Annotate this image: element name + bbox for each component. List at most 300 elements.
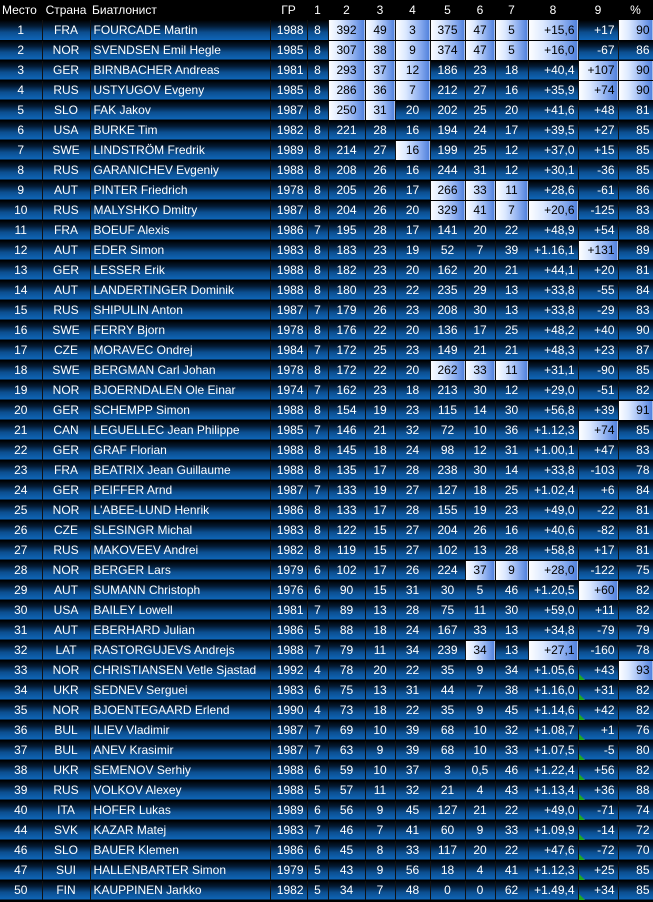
table-row[interactable] [0, 120, 653, 140]
table-row[interactable] [0, 380, 653, 400]
cell-col-2: 154 [328, 400, 365, 420]
table-row[interactable] [0, 240, 653, 260]
cell-percent: 82 [618, 600, 653, 620]
cell-percent: 76 [618, 720, 653, 740]
header-col-3[interactable]: 3 [365, 0, 395, 20]
cell-col-3: 20 [365, 660, 395, 680]
cell-col-2: 214 [328, 140, 365, 160]
cell-country: NOR [42, 380, 90, 400]
cell-col-4: 27 [395, 480, 430, 500]
table-row[interactable] [0, 340, 653, 360]
table-row[interactable] [0, 320, 653, 340]
cell-percent: 81 [618, 540, 653, 560]
cell-col-6: 9 [465, 660, 495, 680]
cell-col-3: 9 [365, 740, 395, 760]
cell-birth-year: 1985 [270, 80, 307, 100]
table-row[interactable] [0, 540, 653, 560]
cell-place: 25 [0, 500, 42, 520]
table-row[interactable] [0, 580, 653, 600]
header-percent[interactable]: % [618, 0, 653, 20]
table-row[interactable] [0, 860, 653, 880]
cell-col-5: 3 [430, 760, 465, 780]
cell-col-5: 213 [430, 380, 465, 400]
cell-col-6: 20 [465, 840, 495, 860]
header-birth-year[interactable]: ГР [270, 0, 307, 20]
cell-col-9: -36 [578, 160, 618, 180]
table-row[interactable] [0, 300, 653, 320]
cell-col-5: 35 [430, 660, 465, 680]
cell-col-6: 30 [465, 380, 495, 400]
cell-athlete: FERRY Bjorn [90, 320, 270, 340]
cell-col-1: 5 [307, 860, 328, 880]
cell-col-7: 11 [495, 180, 528, 200]
cell-col-6: 12 [465, 440, 495, 460]
cell-col-5: 224 [430, 560, 465, 580]
cell-place: 5 [0, 100, 42, 120]
cell-place: 17 [0, 340, 42, 360]
cell-athlete: BIRNBACHER Andreas [90, 60, 270, 80]
cell-col-7: 25 [495, 480, 528, 500]
header-col-2[interactable]: 2 [328, 0, 365, 20]
cell-col-2: 122 [328, 520, 365, 540]
cell-col-7: 21 [495, 340, 528, 360]
cell-col-4: 41 [395, 820, 430, 840]
table-row[interactable] [0, 520, 653, 540]
cell-col-8: +33,8 [528, 300, 578, 320]
cell-athlete: BERGMAN Carl Johan [90, 360, 270, 380]
table-row[interactable] [0, 640, 653, 660]
table-row[interactable] [0, 620, 653, 640]
table-row[interactable] [0, 680, 653, 700]
cell-col-2: 133 [328, 500, 365, 520]
cell-col-4: 17 [395, 220, 430, 240]
cell-place: 30 [0, 600, 42, 620]
cell-country: SVK [42, 820, 90, 840]
cell-birth-year: 1978 [270, 320, 307, 340]
cell-col-4: 37 [395, 760, 430, 780]
cell-col-7: 46 [495, 580, 528, 600]
cell-col-8: +31,1 [528, 360, 578, 380]
cell-col-8: +56,8 [528, 400, 578, 420]
header-athlete[interactable]: Биатлонист [90, 0, 270, 20]
table-row[interactable] [0, 80, 653, 100]
header-col-9[interactable]: 9 [578, 0, 618, 20]
cell-col-8: +1.20,5 [528, 580, 578, 600]
table-row[interactable] [0, 60, 653, 80]
table-row[interactable] [0, 100, 653, 120]
cell-place: 35 [0, 700, 42, 720]
table-row[interactable] [0, 260, 653, 280]
cell-percent: 85 [618, 120, 653, 140]
cell-birth-year: 1984 [270, 340, 307, 360]
cell-percent: 85 [618, 360, 653, 380]
cell-col-2: 102 [328, 560, 365, 580]
cell-place: 29 [0, 580, 42, 600]
cell-col-7: 34 [495, 660, 528, 680]
cell-col-5: 115 [430, 400, 465, 420]
cell-place: 23 [0, 460, 42, 480]
cell-col-1: 8 [307, 440, 328, 460]
cell-col-5: 155 [430, 500, 465, 520]
cell-country: SUI [42, 860, 90, 880]
cell-place: 36 [0, 720, 42, 740]
cell-col-2: 146 [328, 420, 365, 440]
cell-col-6: 26 [465, 520, 495, 540]
cell-birth-year: 1988 [270, 640, 307, 660]
table-row[interactable] [0, 160, 653, 180]
cell-place: 3 [0, 60, 42, 80]
cell-athlete: FAK Jakov [90, 100, 270, 120]
cell-col-6: 20 [465, 260, 495, 280]
cell-col-3: 23 [365, 260, 395, 280]
cell-col-6: 23 [465, 60, 495, 80]
cell-col-1: 7 [307, 340, 328, 360]
cell-col-8: +35,9 [528, 80, 578, 100]
cell-col-9: +25 [578, 860, 618, 880]
cell-col-6: 31 [465, 160, 495, 180]
cell-col-6: 9 [465, 820, 495, 840]
cell-col-5: 102 [430, 540, 465, 560]
cell-col-1: 6 [307, 560, 328, 580]
cell-col-9: -90 [578, 360, 618, 380]
cell-athlete: SVENDSEN Emil Hegle [90, 40, 270, 60]
cell-col-2: 59 [328, 760, 365, 780]
cell-country: ITA [42, 800, 90, 820]
cell-athlete: EBERHARD Julian [90, 620, 270, 640]
cell-col-4: 28 [395, 600, 430, 620]
cell-col-2: 79 [328, 640, 365, 660]
cell-col-9: +17 [578, 20, 618, 40]
table-row[interactable] [0, 880, 653, 900]
cell-col-1: 8 [307, 280, 328, 300]
cell-col-3: 37 [365, 60, 395, 80]
cell-col-1: 7 [307, 220, 328, 240]
cell-place: 16 [0, 320, 42, 340]
cell-athlete: SUMANN Christoph [90, 580, 270, 600]
cell-col-8: +1.13,4 [528, 780, 578, 800]
cell-birth-year: 1988 [270, 20, 307, 40]
cell-col-5: 136 [430, 320, 465, 340]
cell-col-4: 20 [395, 200, 430, 220]
table-row[interactable] [0, 740, 653, 760]
cell-col-7: 33 [495, 740, 528, 760]
cell-col-6: 19 [465, 500, 495, 520]
cell-col-3: 23 [365, 280, 395, 300]
cell-percent: 85 [618, 160, 653, 180]
cell-col-4: 48 [395, 880, 430, 900]
cell-col-4: 32 [395, 780, 430, 800]
cell-athlete: GRAF Florian [90, 440, 270, 460]
cell-col-3: 28 [365, 120, 395, 140]
table-row[interactable] [0, 500, 653, 520]
cell-athlete: BJOERNDALEN Ole Einar [90, 380, 270, 400]
header-col-7[interactable]: 7 [495, 0, 528, 20]
cell-athlete: LANDERTINGER Dominik [90, 280, 270, 300]
cell-country: USA [42, 120, 90, 140]
cell-col-1: 8 [307, 460, 328, 480]
table-row[interactable] [0, 200, 653, 220]
table-row[interactable] [0, 660, 653, 680]
cell-col-1: 8 [307, 60, 328, 80]
cell-col-6: 10 [465, 720, 495, 740]
cell-col-4: 32 [395, 420, 430, 440]
cell-col-8: +48,3 [528, 340, 578, 360]
cell-col-3: 19 [365, 400, 395, 420]
cell-col-6: 30 [465, 300, 495, 320]
cell-col-9: +74 [578, 420, 618, 440]
cell-col-6: 47 [465, 40, 495, 60]
cell-col-1: 8 [307, 40, 328, 60]
cell-col-1: 8 [307, 20, 328, 40]
table-row[interactable] [0, 780, 653, 800]
table-row[interactable] [0, 460, 653, 480]
cell-col-7: 16 [495, 520, 528, 540]
cell-col-1: 7 [307, 300, 328, 320]
cell-col-4: 22 [395, 660, 430, 680]
cell-athlete: HALLENBARTER Simon [90, 860, 270, 880]
cell-col-1: 7 [307, 720, 328, 740]
cell-athlete: HOFER Lukas [90, 800, 270, 820]
cell-col-9: +6 [578, 480, 618, 500]
cell-col-8: +39,5 [528, 120, 578, 140]
cell-col-9: +40 [578, 320, 618, 340]
cell-country: SWE [42, 140, 90, 160]
cell-col-9: -14 [578, 820, 618, 840]
cell-col-9: +20 [578, 260, 618, 280]
cell-col-2: 162 [328, 380, 365, 400]
cell-col-4: 24 [395, 620, 430, 640]
cell-col-9: -79 [578, 620, 618, 640]
cell-col-5: 244 [430, 160, 465, 180]
table-row[interactable] [0, 220, 653, 240]
cell-col-8: +1.02,4 [528, 480, 578, 500]
cell-col-3: 22 [365, 320, 395, 340]
cell-col-2: 89 [328, 600, 365, 620]
header-place[interactable]: Место [0, 0, 42, 20]
cell-place: 8 [0, 160, 42, 180]
cell-athlete: PINTER Friedrich [90, 180, 270, 200]
cell-athlete: BERGER Lars [90, 560, 270, 580]
cell-birth-year: 1988 [270, 440, 307, 460]
cell-col-8: +44,1 [528, 260, 578, 280]
cell-col-6: 30 [465, 460, 495, 480]
cell-birth-year: 1983 [270, 240, 307, 260]
cell-birth-year: 1983 [270, 520, 307, 540]
cell-country: RUS [42, 80, 90, 100]
cell-country: NOR [42, 660, 90, 680]
cell-col-1: 6 [307, 680, 328, 700]
table-row[interactable] [0, 140, 653, 160]
table-row[interactable] [0, 800, 653, 820]
header-col-4[interactable]: 4 [395, 0, 430, 20]
cell-col-7: 62 [495, 880, 528, 900]
cell-country: AUT [42, 180, 90, 200]
cell-birth-year: 1982 [270, 540, 307, 560]
table-row[interactable] [0, 760, 653, 780]
table-row[interactable] [0, 20, 653, 40]
cell-col-3: 28 [365, 220, 395, 240]
cell-col-6: 21 [465, 800, 495, 820]
cell-place: 46 [0, 840, 42, 860]
cell-col-8: +27,1 [528, 640, 578, 660]
table-row[interactable] [0, 720, 653, 740]
table-row[interactable] [0, 820, 653, 840]
cell-percent: 78 [618, 460, 653, 480]
cell-col-9: +11 [578, 600, 618, 620]
cell-place: 37 [0, 740, 42, 760]
cell-col-3: 19 [365, 480, 395, 500]
cell-col-3: 23 [365, 240, 395, 260]
table-row[interactable] [0, 440, 653, 460]
cell-athlete: SLESINGR Michal [90, 520, 270, 540]
cell-col-4: 31 [395, 580, 430, 600]
cell-col-6: 10 [465, 420, 495, 440]
cell-col-4: 31 [395, 680, 430, 700]
table-row[interactable] [0, 40, 653, 60]
cell-col-4: 12 [395, 60, 430, 80]
cell-col-1: 7 [307, 740, 328, 760]
cell-col-4: 20 [395, 320, 430, 340]
cell-percent: 72 [618, 820, 653, 840]
cell-birth-year: 1988 [270, 460, 307, 480]
cell-col-7: 13 [495, 640, 528, 660]
cell-col-7: 13 [495, 280, 528, 300]
cell-col-5: 186 [430, 60, 465, 80]
table-row[interactable] [0, 360, 653, 380]
cell-col-1: 8 [307, 540, 328, 560]
cell-country: SLO [42, 100, 90, 120]
table-row[interactable] [0, 700, 653, 720]
cell-percent: 74 [618, 800, 653, 820]
cell-col-9: -67 [578, 40, 618, 60]
cell-col-5: 68 [430, 740, 465, 760]
cell-col-7: 13 [495, 300, 528, 320]
cell-col-7: 31 [495, 440, 528, 460]
cell-col-5: 52 [430, 240, 465, 260]
cell-col-4: 16 [395, 120, 430, 140]
cell-col-5: 266 [430, 180, 465, 200]
cell-country: GER [42, 60, 90, 80]
table-row[interactable] [0, 280, 653, 300]
cell-col-3: 18 [365, 620, 395, 640]
cell-birth-year: 1978 [270, 360, 307, 380]
cell-col-1: 6 [307, 580, 328, 600]
header-country[interactable]: Страна [42, 0, 90, 20]
cell-percent: 86 [618, 40, 653, 60]
cell-country: FIN [42, 880, 90, 900]
cell-col-5: 374 [430, 40, 465, 60]
cell-col-7: 5 [495, 40, 528, 60]
cell-place: 18 [0, 360, 42, 380]
cell-col-5: 235 [430, 280, 465, 300]
cell-percent: 88 [618, 780, 653, 800]
cell-birth-year: 1982 [270, 880, 307, 900]
cell-col-1: 5 [307, 880, 328, 900]
table-row[interactable] [0, 420, 653, 440]
cell-col-7: 22 [495, 220, 528, 240]
cell-col-6: 25 [465, 140, 495, 160]
cell-col-5: 167 [430, 620, 465, 640]
cell-col-2: 392 [328, 20, 365, 40]
table-row[interactable] [0, 480, 653, 500]
cell-col-7: 41 [495, 860, 528, 880]
cell-col-3: 7 [365, 820, 395, 840]
cell-place: 6 [0, 120, 42, 140]
cell-col-8: +33,8 [528, 280, 578, 300]
cell-percent: 78 [618, 640, 653, 660]
cell-place: 7 [0, 140, 42, 160]
cell-country: SWE [42, 360, 90, 380]
table-row[interactable] [0, 600, 653, 620]
cell-place: 21 [0, 420, 42, 440]
cell-country: FRA [42, 220, 90, 240]
cell-col-2: 195 [328, 220, 365, 240]
cell-col-3: 9 [365, 860, 395, 880]
header-col-8[interactable]: 8 [528, 0, 578, 20]
cell-athlete: MALYSHKO Dmitry [90, 200, 270, 220]
table-row[interactable] [0, 560, 653, 580]
cell-col-8: +48,9 [528, 220, 578, 240]
header-col-1[interactable]: 1 [307, 0, 328, 20]
cell-col-6: 33 [465, 620, 495, 640]
cell-col-8: +28,6 [528, 180, 578, 200]
cell-athlete: KAUPPINEN Jarkko [90, 880, 270, 900]
cell-col-6: 41 [465, 200, 495, 220]
cell-percent: 84 [618, 480, 653, 500]
cell-col-3: 9 [365, 800, 395, 820]
cell-col-1: 8 [307, 200, 328, 220]
cell-athlete: SEDNEV Serguei [90, 680, 270, 700]
cell-col-1: 8 [307, 320, 328, 340]
cell-birth-year: 1987 [270, 480, 307, 500]
cell-col-8: +41,6 [528, 100, 578, 120]
cell-col-2: 176 [328, 320, 365, 340]
cell-athlete: VOLKOV Alexey [90, 780, 270, 800]
cell-col-4: 20 [395, 100, 430, 120]
table-row[interactable] [0, 840, 653, 860]
cell-col-2: 43 [328, 860, 365, 880]
header-col-5[interactable]: 5 [430, 0, 465, 20]
cell-col-9: +74 [578, 80, 618, 100]
cell-col-5: 0 [430, 880, 465, 900]
header-col-6[interactable]: 6 [465, 0, 495, 20]
cell-col-5: 262 [430, 360, 465, 380]
cell-birth-year: 1979 [270, 560, 307, 580]
cell-birth-year: 1983 [270, 680, 307, 700]
cell-place: 12 [0, 240, 42, 260]
cell-place: 27 [0, 540, 42, 560]
cell-col-8: +40,4 [528, 60, 578, 80]
cell-athlete: BAILEY Lowell [90, 600, 270, 620]
cell-athlete: SHIPULIN Anton [90, 300, 270, 320]
cell-percent: 91 [618, 400, 653, 420]
cell-col-9: +39 [578, 400, 618, 420]
cell-col-6: 0 [465, 880, 495, 900]
table-row[interactable] [0, 180, 653, 200]
cell-birth-year: 1992 [270, 660, 307, 680]
cell-birth-year: 1988 [270, 260, 307, 280]
table-row[interactable] [0, 400, 653, 420]
cell-place: 26 [0, 520, 42, 540]
cell-percent: 82 [618, 700, 653, 720]
cell-col-3: 26 [365, 160, 395, 180]
cell-col-9: +43 [578, 660, 618, 680]
cell-col-7: 9 [495, 560, 528, 580]
cell-place: 19 [0, 380, 42, 400]
cell-percent: 86 [618, 180, 653, 200]
cell-country: UKR [42, 760, 90, 780]
cell-col-5: 212 [430, 80, 465, 100]
